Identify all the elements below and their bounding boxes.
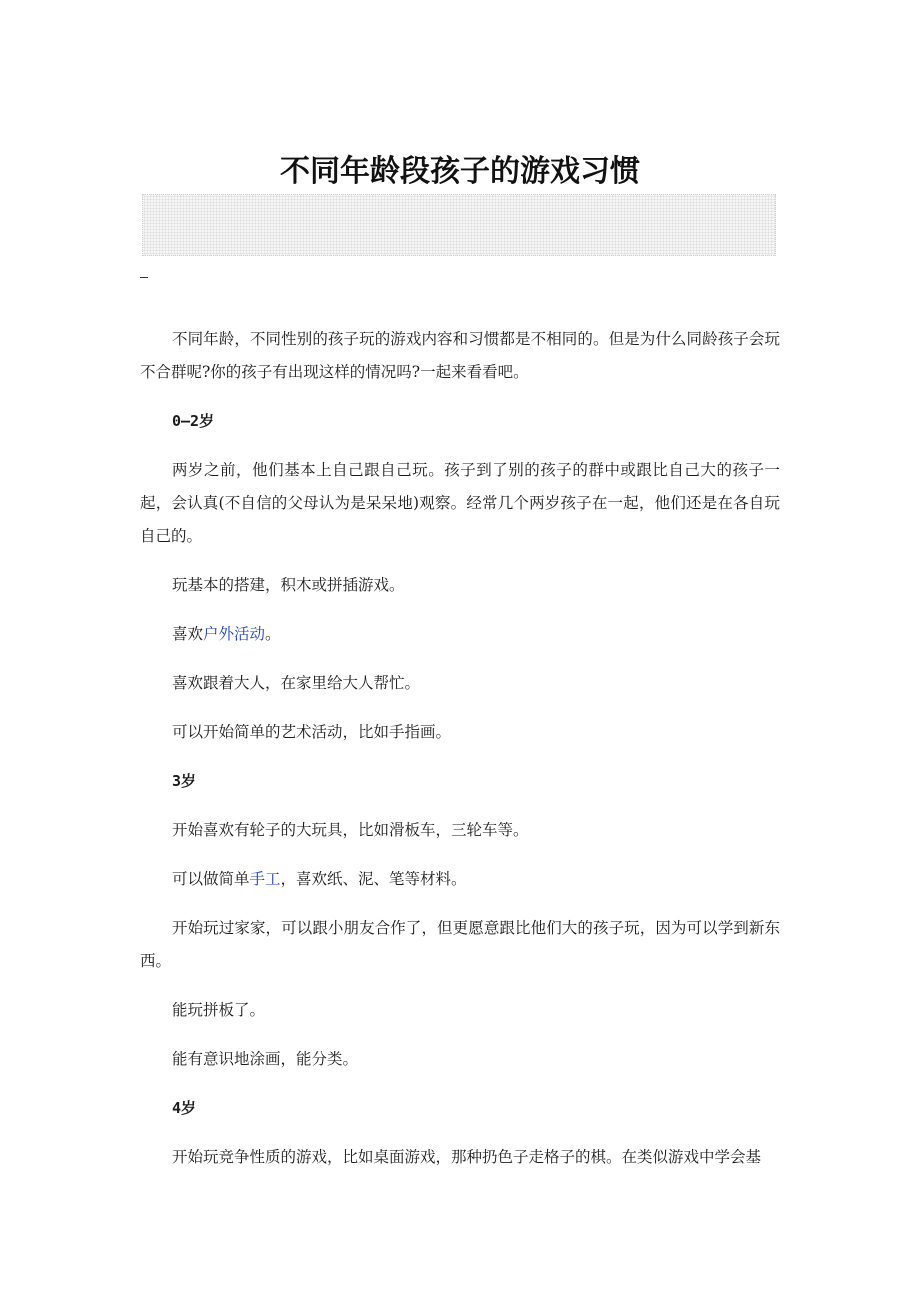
paragraph-3-drawing: 能有意识地涂画，能分类。 xyxy=(172,1050,359,1068)
text-segment: 可以做简单 xyxy=(172,870,250,888)
underscore-mark xyxy=(140,277,148,278)
section-heading-4: 4岁 xyxy=(172,1099,197,1117)
paragraph-0-2-outdoor xyxy=(140,618,780,651)
article-body xyxy=(140,323,780,1190)
link-outdoor-activities[interactable]: 户外活动 xyxy=(203,625,266,643)
paragraph-3-wheels: 开始喜欢有轮子的大玩具，比如滑板车，三轮车等。 xyxy=(172,821,529,839)
paragraph-3-puzzles: 能玩拼板了。 xyxy=(172,1001,266,1019)
paragraph-0-2-blocks: 玩基本的搭建，积木或拼插游戏。 xyxy=(172,576,405,594)
paragraph-0-2-observe: 两岁之前，他们基本上自己跟自己玩。孩子到了别的孩子的群中或跟比自己大的孩子一起，会认真(不自信的父母认为是呆呆地)观察。经常几个两岁孩子在一起，他们还是在各自玩自己的。 xyxy=(140,461,780,545)
text-segment: 喜欢 xyxy=(172,625,204,643)
paragraph-3-pretend-play: 开始玩过家家，可以跟小朋友合作了，但更愿意跟比他们大的孩子玩，因为可以学到新东西。 xyxy=(140,919,780,970)
document-title: 不同年龄段孩子的游戏习惯 xyxy=(280,154,640,190)
link-handcraft[interactable]: 手工 xyxy=(249,870,281,888)
paragraph-0-2-art: 可以开始简单的艺术活动，比如手指画。 xyxy=(172,723,452,741)
paragraph-4-competitive: 开始玩竞争性质的游戏，比如桌面游戏，那种扔色子走格子的棋。在类似游戏中学会基 xyxy=(172,1148,762,1166)
text-segment: ，喜欢纸、泥、笔等材料。 xyxy=(280,870,467,888)
section-heading-3: 3岁 xyxy=(172,772,197,790)
text-segment: 。 xyxy=(265,625,281,643)
intro-paragraph: 不同年龄，不同性别的孩子玩的游戏内容和习惯都是不相同的。但是为什么同龄孩子会玩不合群呢?你的孩子有出现这样的情况吗?一起来看看吧。 xyxy=(140,330,780,381)
banner-placeholder xyxy=(142,194,776,256)
section-heading-0-2: 0—2岁 xyxy=(172,412,215,430)
paragraph-0-2-help: 喜欢跟着大人，在家里给大人帮忙。 xyxy=(172,674,421,692)
paragraph-3-handcraft xyxy=(140,863,780,896)
